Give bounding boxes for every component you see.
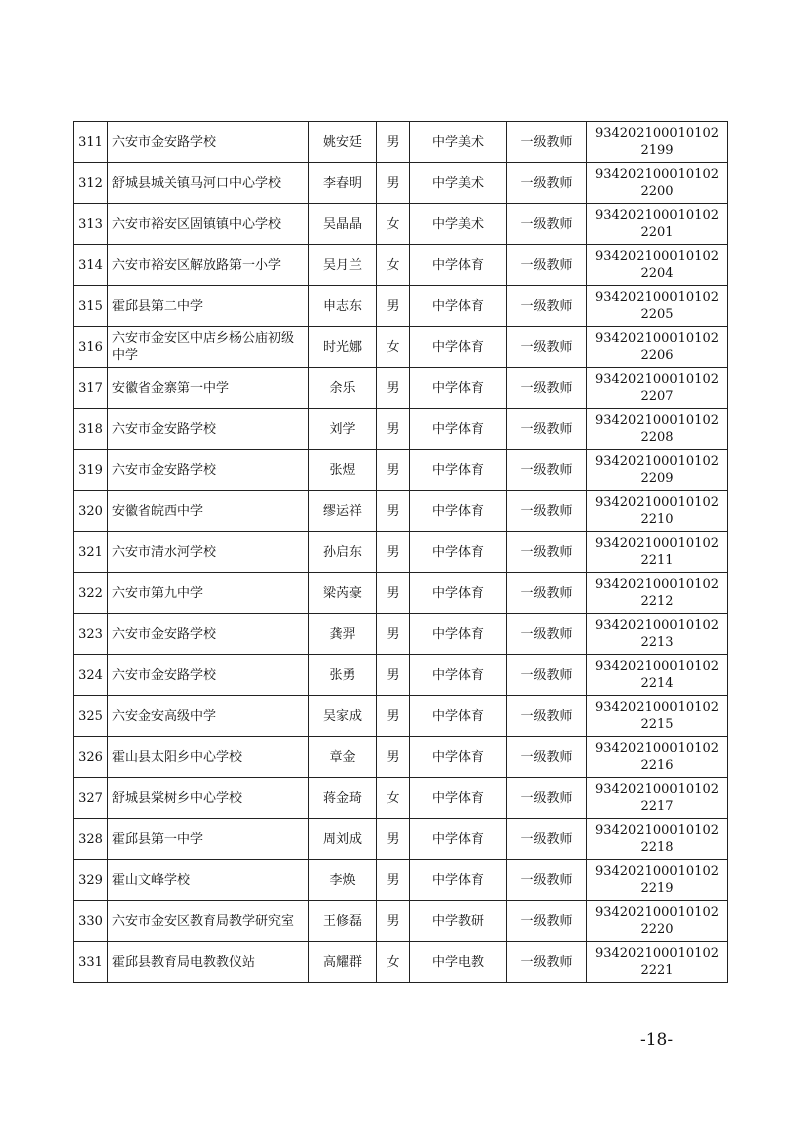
professional-title-cell: 一级教师 — [507, 778, 587, 819]
row-number-cell: 315 — [74, 286, 108, 327]
gender-cell: 男 — [377, 122, 410, 163]
professional-title-cell: 一级教师 — [507, 614, 587, 655]
gender-cell: 男 — [377, 163, 410, 204]
gender-cell: 女 — [377, 942, 410, 983]
teacher-name-cell: 姚安廷 — [309, 122, 377, 163]
professional-title-cell: 一级教师 — [507, 491, 587, 532]
school-name-cell: 六安市金安路学校 — [108, 655, 309, 696]
row-number-cell: 330 — [74, 901, 108, 942]
school-name-cell: 舒城县城关镇马河口中心学校 — [108, 163, 309, 204]
subject-cell: 中学体育 — [410, 860, 507, 901]
certificate-number-cell: 9342021000101022216 — [587, 737, 728, 778]
table-row — [74, 778, 728, 819]
table-row — [74, 245, 728, 286]
subject-cell: 中学体育 — [410, 532, 507, 573]
certificate-number-cell: 9342021000101022219 — [587, 860, 728, 901]
school-name-cell: 六安市金安路学校 — [108, 614, 309, 655]
teacher-name-cell: 高耀群 — [309, 942, 377, 983]
certificate-number-cell: 9342021000101022211 — [587, 532, 728, 573]
table-row — [74, 327, 728, 368]
professional-title-cell: 一级教师 — [507, 655, 587, 696]
school-name-cell: 安徽省金寨第一中学 — [108, 368, 309, 409]
table-row — [74, 163, 728, 204]
teacher-roster-table — [73, 121, 728, 983]
table-row — [74, 409, 728, 450]
school-name-cell: 六安市金安区教育局教学研究室 — [108, 901, 309, 942]
gender-cell: 男 — [377, 573, 410, 614]
teacher-name-cell: 张煜 — [309, 450, 377, 491]
page-number: -18- — [640, 1030, 674, 1050]
table-row — [74, 122, 728, 163]
teacher-name-cell: 余乐 — [309, 368, 377, 409]
subject-cell: 中学体育 — [410, 778, 507, 819]
certificate-number-cell: 9342021000101022208 — [587, 409, 728, 450]
certificate-number-cell: 9342021000101022207 — [587, 368, 728, 409]
table-row — [74, 204, 728, 245]
subject-cell: 中学体育 — [410, 327, 507, 368]
subject-cell: 中学体育 — [410, 573, 507, 614]
table-row — [74, 901, 728, 942]
teacher-name-cell: 刘学 — [309, 409, 377, 450]
school-name-cell: 霍邱县教育局电教教仪站 — [108, 942, 309, 983]
table-row — [74, 491, 728, 532]
row-number-cell: 331 — [74, 942, 108, 983]
teacher-name-cell: 李春明 — [309, 163, 377, 204]
gender-cell: 女 — [377, 327, 410, 368]
roster-body — [74, 122, 728, 983]
subject-cell: 中学美术 — [410, 204, 507, 245]
professional-title-cell: 一级教师 — [507, 942, 587, 983]
subject-cell: 中学体育 — [410, 819, 507, 860]
subject-cell: 中学体育 — [410, 286, 507, 327]
gender-cell: 女 — [377, 245, 410, 286]
gender-cell: 男 — [377, 532, 410, 573]
teacher-name-cell: 王修磊 — [309, 901, 377, 942]
table-row — [74, 286, 728, 327]
professional-title-cell: 一级教师 — [507, 204, 587, 245]
gender-cell: 男 — [377, 655, 410, 696]
gender-cell: 男 — [377, 409, 410, 450]
certificate-number-cell: 9342021000101022213 — [587, 614, 728, 655]
table-row — [74, 614, 728, 655]
subject-cell: 中学体育 — [410, 450, 507, 491]
gender-cell: 女 — [377, 778, 410, 819]
professional-title-cell: 一级教师 — [507, 409, 587, 450]
table-row — [74, 819, 728, 860]
table-row — [74, 573, 728, 614]
teacher-name-cell: 时光娜 — [309, 327, 377, 368]
subject-cell: 中学体育 — [410, 491, 507, 532]
gender-cell: 男 — [377, 696, 410, 737]
row-number-cell: 322 — [74, 573, 108, 614]
row-number-cell: 323 — [74, 614, 108, 655]
certificate-number-cell: 9342021000101022221 — [587, 942, 728, 983]
row-number-cell: 312 — [74, 163, 108, 204]
school-name-cell: 六安市金安路学校 — [108, 122, 309, 163]
row-number-cell: 317 — [74, 368, 108, 409]
row-number-cell: 316 — [74, 327, 108, 368]
teacher-name-cell: 吴晶晶 — [309, 204, 377, 245]
certificate-number-cell: 9342021000101022201 — [587, 204, 728, 245]
teacher-name-cell: 申志东 — [309, 286, 377, 327]
subject-cell: 中学体育 — [410, 614, 507, 655]
school-name-cell: 六安市裕安区固镇镇中心学校 — [108, 204, 309, 245]
school-name-cell: 六安市金安路学校 — [108, 409, 309, 450]
row-number-cell: 311 — [74, 122, 108, 163]
certificate-number-cell: 9342021000101022204 — [587, 245, 728, 286]
certificate-number-cell: 9342021000101022199 — [587, 122, 728, 163]
row-number-cell: 328 — [74, 819, 108, 860]
row-number-cell: 320 — [74, 491, 108, 532]
certificate-number-cell: 9342021000101022215 — [587, 696, 728, 737]
gender-cell: 男 — [377, 450, 410, 491]
school-name-cell: 六安市第九中学 — [108, 573, 309, 614]
gender-cell: 男 — [377, 491, 410, 532]
teacher-name-cell: 吴家成 — [309, 696, 377, 737]
professional-title-cell: 一级教师 — [507, 245, 587, 286]
gender-cell: 男 — [377, 368, 410, 409]
table-row — [74, 860, 728, 901]
school-name-cell: 六安金安高级中学 — [108, 696, 309, 737]
professional-title-cell: 一级教师 — [507, 696, 587, 737]
teacher-name-cell: 李焕 — [309, 860, 377, 901]
teacher-name-cell: 缪运祥 — [309, 491, 377, 532]
row-number-cell: 314 — [74, 245, 108, 286]
table-row — [74, 368, 728, 409]
professional-title-cell: 一级教师 — [507, 532, 587, 573]
certificate-number-cell: 9342021000101022210 — [587, 491, 728, 532]
professional-title-cell: 一级教师 — [507, 819, 587, 860]
row-number-cell: 326 — [74, 737, 108, 778]
subject-cell: 中学体育 — [410, 245, 507, 286]
row-number-cell: 319 — [74, 450, 108, 491]
school-name-cell: 六安市金安区中店乡杨公庙初级中学 — [108, 327, 309, 368]
school-name-cell: 六安市金安路学校 — [108, 450, 309, 491]
professional-title-cell: 一级教师 — [507, 163, 587, 204]
certificate-number-cell: 9342021000101022205 — [587, 286, 728, 327]
certificate-number-cell: 9342021000101022214 — [587, 655, 728, 696]
school-name-cell: 六安市裕安区解放路第一小学 — [108, 245, 309, 286]
subject-cell: 中学教研 — [410, 901, 507, 942]
table-row — [74, 450, 728, 491]
professional-title-cell: 一级教师 — [507, 901, 587, 942]
teacher-name-cell: 龚羿 — [309, 614, 377, 655]
teacher-name-cell: 蒋金琦 — [309, 778, 377, 819]
row-number-cell: 329 — [74, 860, 108, 901]
certificate-number-cell: 9342021000101022200 — [587, 163, 728, 204]
certificate-number-cell: 9342021000101022209 — [587, 450, 728, 491]
school-name-cell: 霍山文峰学校 — [108, 860, 309, 901]
gender-cell: 男 — [377, 860, 410, 901]
subject-cell: 中学体育 — [410, 696, 507, 737]
gender-cell: 男 — [377, 614, 410, 655]
gender-cell: 男 — [377, 737, 410, 778]
subject-cell: 中学体育 — [410, 368, 507, 409]
table-row — [74, 696, 728, 737]
certificate-number-cell: 9342021000101022217 — [587, 778, 728, 819]
gender-cell: 男 — [377, 819, 410, 860]
gender-cell: 男 — [377, 286, 410, 327]
teacher-name-cell: 梁芮豪 — [309, 573, 377, 614]
row-number-cell: 313 — [74, 204, 108, 245]
school-name-cell: 安徽省皖西中学 — [108, 491, 309, 532]
table-row — [74, 942, 728, 983]
subject-cell: 中学电教 — [410, 942, 507, 983]
professional-title-cell: 一级教师 — [507, 286, 587, 327]
subject-cell: 中学美术 — [410, 163, 507, 204]
professional-title-cell: 一级教师 — [507, 368, 587, 409]
professional-title-cell: 一级教师 — [507, 450, 587, 491]
teacher-name-cell: 张勇 — [309, 655, 377, 696]
row-number-cell: 325 — [74, 696, 108, 737]
school-name-cell: 六安市清水河学校 — [108, 532, 309, 573]
school-name-cell: 舒城县棠树乡中心学校 — [108, 778, 309, 819]
subject-cell: 中学体育 — [410, 409, 507, 450]
professional-title-cell: 一级教师 — [507, 573, 587, 614]
teacher-name-cell: 吴月兰 — [309, 245, 377, 286]
gender-cell: 男 — [377, 901, 410, 942]
subject-cell: 中学体育 — [410, 737, 507, 778]
school-name-cell: 霍山县太阳乡中心学校 — [108, 737, 309, 778]
professional-title-cell: 一级教师 — [507, 327, 587, 368]
school-name-cell: 霍邱县第一中学 — [108, 819, 309, 860]
row-number-cell: 318 — [74, 409, 108, 450]
table-row — [74, 655, 728, 696]
teacher-name-cell: 孙启东 — [309, 532, 377, 573]
table-row — [74, 532, 728, 573]
row-number-cell: 321 — [74, 532, 108, 573]
certificate-number-cell: 9342021000101022220 — [587, 901, 728, 942]
school-name-cell: 霍邱县第二中学 — [108, 286, 309, 327]
teacher-name-cell: 周刘成 — [309, 819, 377, 860]
professional-title-cell: 一级教师 — [507, 737, 587, 778]
certificate-number-cell: 9342021000101022212 — [587, 573, 728, 614]
row-number-cell: 327 — [74, 778, 108, 819]
teacher-name-cell: 章金 — [309, 737, 377, 778]
row-number-cell: 324 — [74, 655, 108, 696]
subject-cell: 中学体育 — [410, 655, 507, 696]
certificate-number-cell: 9342021000101022218 — [587, 819, 728, 860]
professional-title-cell: 一级教师 — [507, 860, 587, 901]
subject-cell: 中学美术 — [410, 122, 507, 163]
certificate-number-cell: 9342021000101022206 — [587, 327, 728, 368]
professional-title-cell: 一级教师 — [507, 122, 587, 163]
table-row — [74, 737, 728, 778]
gender-cell: 女 — [377, 204, 410, 245]
